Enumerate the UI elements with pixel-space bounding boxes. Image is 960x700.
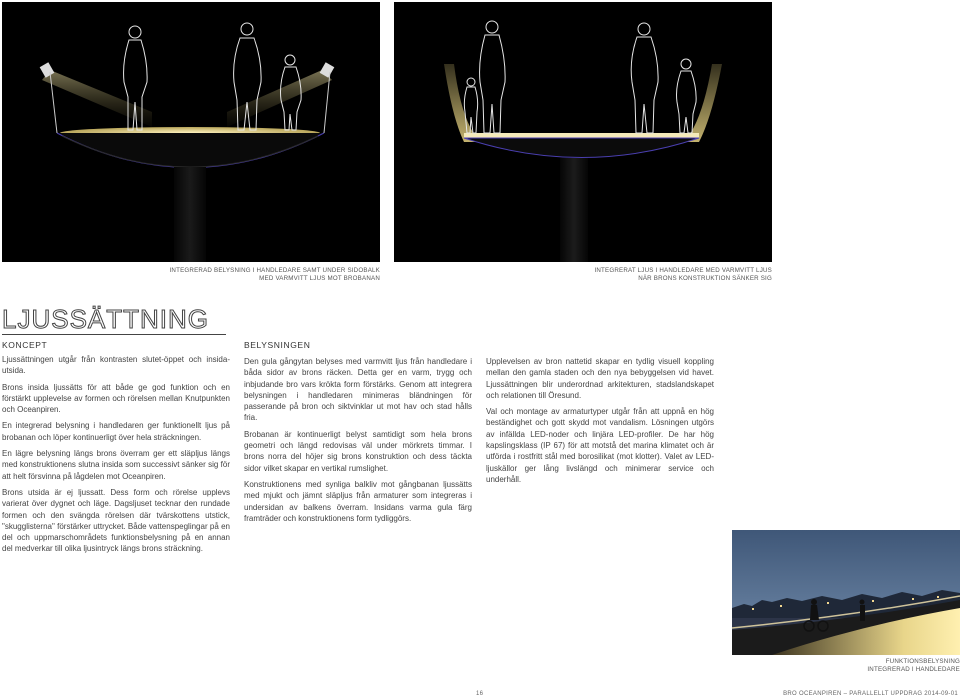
caption-photo-line-1: FUNKTIONSBELYSNING — [885, 658, 960, 665]
footer-project: BRO OCEANPIREN – PARALLELLT UPPDRAG 2014-09-01 — [783, 691, 958, 697]
koncept-paragraph: Brons utsida är ej ljussatt. Dess form och rörelse upplevs varierat över dygnet och läge. Dagsljuset tecknar den rundade formen och den svängda rörelsen där tvärskottens utstick, "skugglisterna" förstärker uttrycket. Både vattenspeglingar på en del och uppmarschområdets funktionsbelysning på en annan del medverkar till olika ljusintryck längs brons sträckning. — [2, 487, 230, 554]
column-3-paragraph: Upplevelsen av bron nattetid skapar en tydlig visuell koppling mellan den gamla staden och den nya bebyggelsen vid havet. Ljussättningen blir underordnad arkitekturen, stadslandskapet och relationen till Öresund. — [486, 357, 714, 400]
belysningen-paragraph: Konstruktionens med synliga balkliv mot gångbanan ljussätts med mjukt och jämnt släpljus från armaturer som integreras i undersidan av balkens överram. Insidans varma gula färg framträder och konstruktionens form tydliggörs. — [244, 479, 472, 523]
caption-right — [492, 267, 772, 283]
belysningen-column — [244, 356, 472, 529]
caption-photo-line-2: INTEGRERAD I HANDLEDARE — [867, 666, 960, 673]
koncept-paragraph: Brons insida ljussätts för att både ge god funktion och en förstärkt upplevelse av formen och rörelsen mellan Knutpunkten och Oceanpiren. — [2, 382, 230, 415]
bridge-section-right-drawing — [394, 2, 772, 262]
koncept-column — [2, 354, 230, 560]
section-illustration-right — [394, 2, 772, 262]
belysningen-title: BELYSNINGEN — [244, 340, 311, 350]
heading-rule — [2, 334, 226, 335]
koncept-paragraph: Ljussättningen utgår från kontrasten slutet-öppet och insida-utsida. — [2, 355, 230, 376]
caption-right-line-1: INTEGRERAT LJUS I HANDLEDARE MED VARMVITT LJUS — [594, 267, 772, 274]
koncept-title: KONCEPT — [2, 340, 48, 350]
belysningen-paragraph: Den gula gångytan belyses med varmvitt ljus från handledare i båda sidor av brons räcken. Detta ger en varm, trygg och inbjudande bro vars krökta form förstärks. Genom att integrera belysningen i handledaren minimeras bländningen för passerande på bron och siktvinklar ut mot hav och stad hålls fria. — [244, 357, 472, 423]
page-number: 16 — [476, 691, 484, 697]
caption-left-line-1: INTEGRERAD BELYSNING I HANDLEDARE SAMT UNDER SIDOBALK — [169, 267, 380, 274]
bridge-night-photo-render — [732, 530, 960, 655]
page-heading: LJUSSÄTTNING — [2, 304, 210, 334]
column-3-paragraph: Val och montage av armaturtyper utgår från att uppnå en hög beständighet och gott skydd mot vandalism. Lösningen utgörs av infällda LED-noder och linjära LED-profiler. De har hög kapslingsklass (IP 67) för att motstå det marina klimatet och är utförda i rostfritt stål med borosilikat (mot klotter). Valet av LED-ljuskällor ger lång livslängd och minimerar service och underhåll. — [486, 407, 714, 484]
caption-left-line-2: MED VARMVITT LJUS MOT BROBANAN — [259, 275, 380, 282]
bridge-night-photo — [732, 530, 960, 655]
column-3 — [486, 356, 714, 490]
caption-right-line-2: NÄR BRONS KONSTRUKTION SÄNKER SIG — [638, 275, 772, 282]
caption-photo — [760, 658, 960, 674]
section-illustration-left — [2, 2, 380, 262]
bridge-section-left-drawing — [2, 2, 380, 262]
caption-left — [100, 267, 380, 283]
koncept-paragraph: En integrerad belysning i handledaren ger funktionellt ljus på brobanan och löper kontinuerligt över hela sträckningen. — [2, 421, 230, 442]
koncept-paragraph: En lägre belysning längs brons överram ger ett släpljus längs med konstruktionens slutna insida som successivt sänker sig för att helt försvinna på lågdelen mot Oceanpiren. — [2, 449, 230, 481]
belysningen-paragraph: Brobanan är kontinuerligt belyst samtidigt som hela brons geometri och längd redovisas väl under mörkrets timmar. I brons norra del höjer sig brons konstruktion och dess täckta sidor vilket skapar en vertikal rumslighet. — [244, 429, 472, 473]
